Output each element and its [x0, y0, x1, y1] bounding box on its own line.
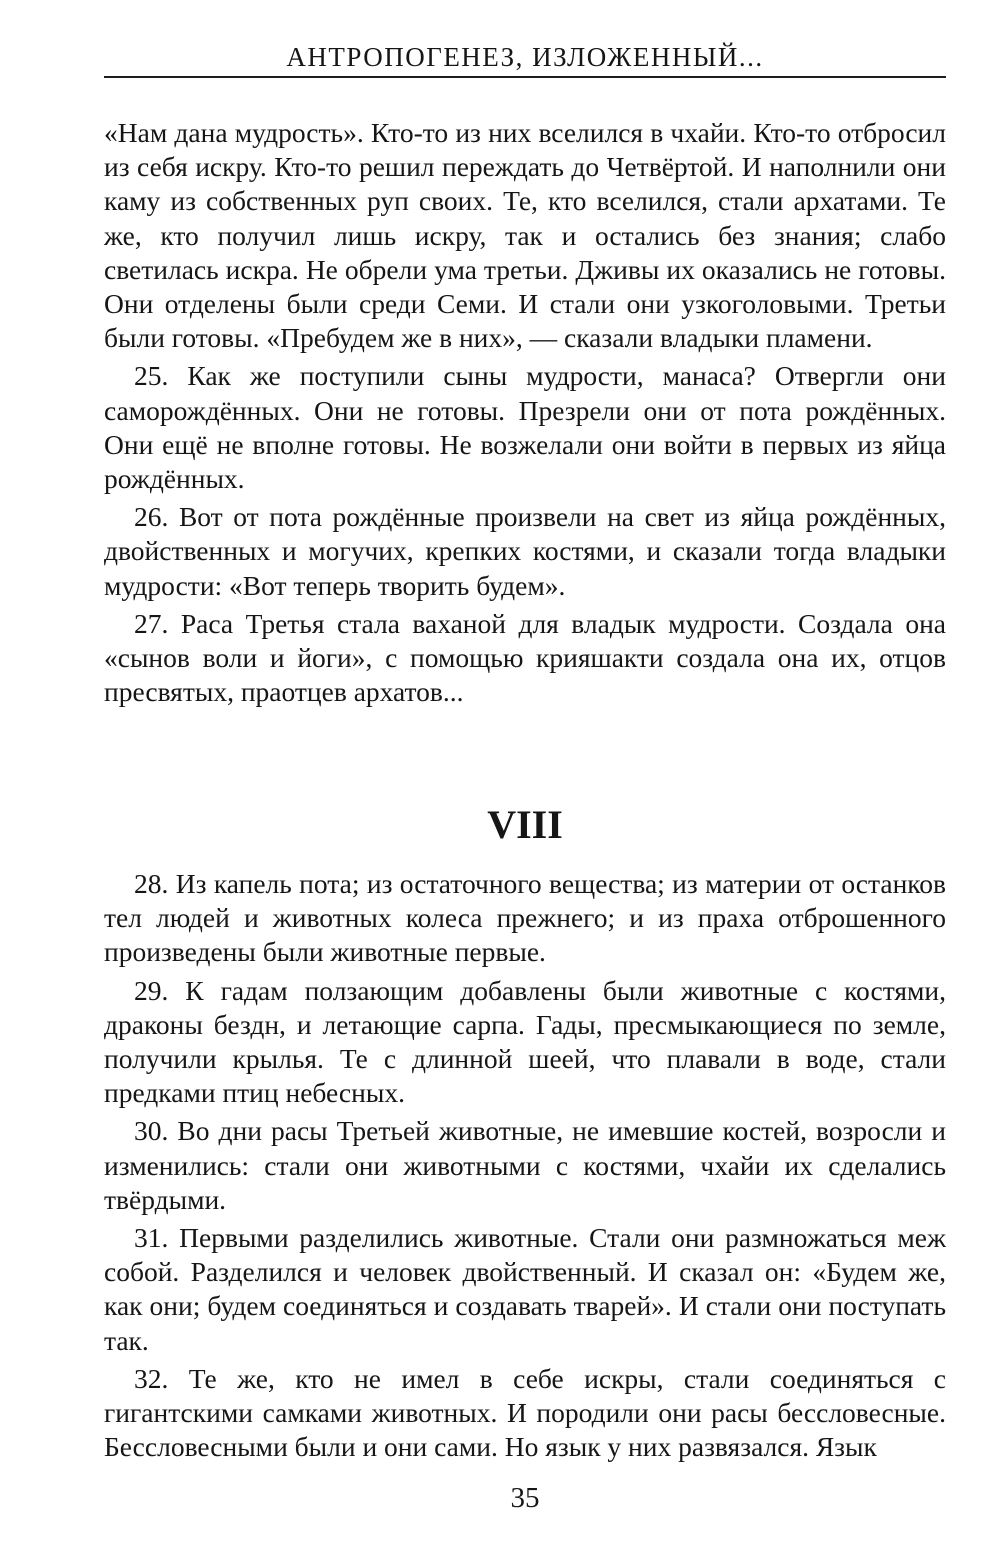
paragraph-25: 25. Как же поступили сыны мудрости, манаса? Отвергли они саморождённых. Они не готовы. Презрели они от пота рождённых. Они ещё не вполне готовы. Не возжелали они войти в первых из яйца рождённых.	[104, 360, 946, 495]
paragraph-32: 32. Те же, кто не имел в себе искры, стали соединяться с гигантскими самками животных. И породили они расы бессловесные. Бессловесными были и они сами. Но язык у них развязался. Язык	[104, 1362, 946, 1463]
text-block-before-section	[104, 116, 946, 709]
paragraph-26: 26. Вот от пота рождённые произвели на свет из яйца рождённых, двойственных и могучих, крепких костями, и сказали тогда владыки мудрости: «Вот теперь творить будем».	[104, 501, 946, 601]
paragraph-28: 28. Из капель пота; из остаточного вещества; из материи от останков тел людей и животных колеса прежнего; и из праха отброшенного произведены были животные первые.	[104, 868, 946, 968]
page-number: 35	[510, 1482, 540, 1514]
section-heading: VIII	[487, 802, 563, 847]
paragraph-continuation: «Нам дана мудрость». Кто-то из них вселился в чхайи. Кто-то отбросил из себя искру. Кто-то решил переждать до Четвёртой. И наполнили они каму из собственных руп своих. Те, кто вселился, стали архатами. Те же, кто получил лишь искру, так и остались без знания; слабо светилась искра. Не обрели ума третьи. Дживы их оказались не готовы. Они отделены были среди Семи. И стали они узкоголовыми. Третьи были готовы. «Пребудем же в них», — сказали владыки пламени.	[104, 117, 946, 354]
running-head: АНТРОПОГЕНЕЗ, ИЗЛОЖЕННЫЙ...	[286, 42, 764, 72]
paragraph-31: 31. Первыми разделились животные. Стали они размножаться меж собой. Разделился и человек двойственный. И сказал он: «Будем же, как они; будем соединяться и создавать тварей». И стали они поступать так.	[104, 1222, 946, 1356]
text-block-after-section	[104, 867, 946, 1464]
paragraph-30: 30. Во дни расы Третьей животные, не имевшие костей, возросли и изменились: стали они животными с костями, чхайи их сделались твёрдыми.	[104, 1115, 946, 1215]
paragraph-27: 27. Раса Третья стала ваханой для владык мудрости. Создала она «сынов воли и йоги», с помощью крияшакти создала она их, отцов пресвятых, праотцев архатов...	[104, 607, 946, 708]
header-rule	[104, 76, 946, 78]
paragraph-29: 29. К гадам ползающим добавлены были животные с костями, драконы бездн, и летающие сарпа. Гады, пресмыкающиеся по земле, получили крылья. Те с длинной шеей, что плавали в воде, стали предками птиц небесных.	[104, 974, 946, 1109]
